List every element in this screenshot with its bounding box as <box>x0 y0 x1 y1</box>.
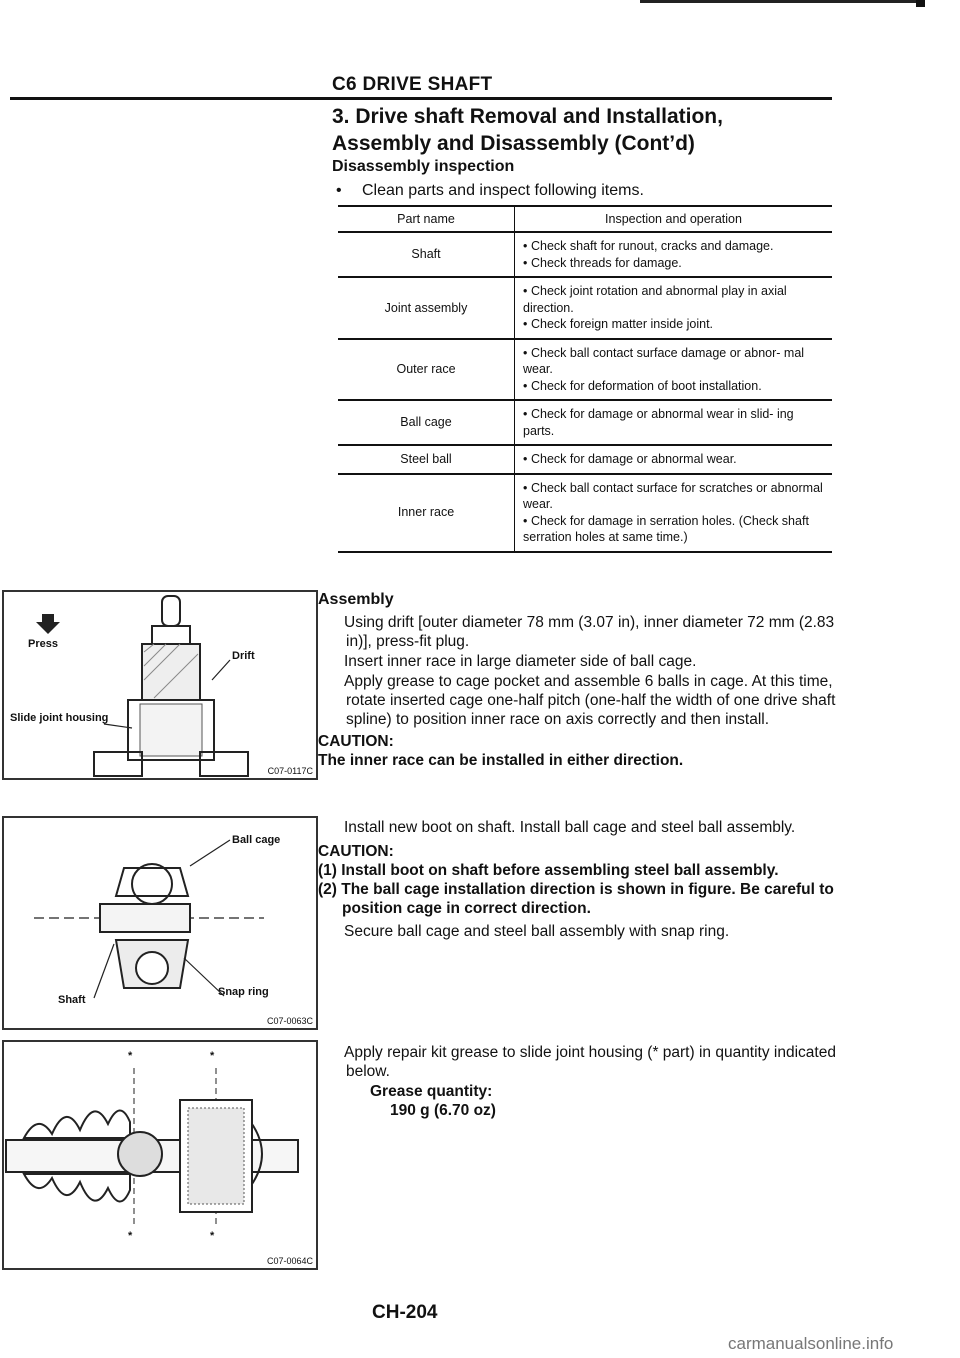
caution-text: The inner race can be installed in either direction. <box>318 752 684 769</box>
support-block-left <box>94 752 142 776</box>
label-housing: Slide joint housing <box>10 712 109 724</box>
op-item: • Check for damage or abnormal wear in slid- ing parts. <box>523 406 828 439</box>
inspection-table <box>338 205 832 553</box>
assembly-step <box>318 1043 838 1081</box>
assembly-step-text: Using drift [outer diameter 78 mm (3.07 in), inner diameter 72 mm (2.83 in)], press-fit plug. <box>344 614 835 650</box>
ops-cell <box>515 232 833 277</box>
op-item: • Check ball contact surface for scratches or abnormal wear. <box>523 480 828 513</box>
label-ball-cage: Ball cage <box>232 834 281 846</box>
disassembly-intro-text: Clean parts and inspect following items. <box>362 182 644 199</box>
part-cell: Joint assembly <box>338 277 515 339</box>
col-inspection: Inspection and operation <box>515 206 833 232</box>
assembly-heading: Assembly <box>318 591 394 608</box>
op-item: • Check ball contact surface damage or abnor- mal wear. <box>523 345 828 378</box>
figure-press-fit <box>2 590 318 780</box>
page-number: CH-204 <box>372 1302 438 1323</box>
part-cell: Shaft <box>338 232 515 277</box>
col-part-name: Part name <box>338 206 515 232</box>
assembly-step-text: Secure ball cage and steel ball assembly with snap ring. <box>344 923 730 940</box>
figure-grease-housing <box>2 1040 318 1270</box>
part-cell: Ball cage <box>338 400 515 445</box>
bullet <box>318 613 344 632</box>
caution-item: (2) The ball cage installation direction is shown in figure. Be careful to position cage in correct direction. <box>318 881 834 917</box>
label-snap-ring: Snap ring <box>218 986 269 998</box>
bullet <box>318 652 344 671</box>
page-heading <box>332 103 832 157</box>
disassembly-intro <box>336 182 644 200</box>
figure-code: C07-0117C <box>267 766 313 776</box>
grease-value: 190 g (6.70 oz) <box>390 1102 496 1119</box>
table-row <box>338 445 832 474</box>
ops-cell <box>515 400 833 445</box>
section-title: C6 DRIVE SHAFT <box>332 74 493 95</box>
press-arrow-icon <box>36 614 60 634</box>
assembly-step <box>318 672 838 729</box>
assembly-step <box>318 652 838 671</box>
part-cell: Steel ball <box>338 445 515 474</box>
assembly-step-text: Insert inner race in large diameter side of ball cage. <box>344 653 697 670</box>
assembly-step <box>318 922 838 941</box>
header-rule <box>10 97 832 100</box>
marker-star: * <box>210 1230 215 1242</box>
marker-star: * <box>128 1050 133 1062</box>
ops-cell <box>515 445 833 474</box>
grease-label: Grease quantity: <box>370 1083 493 1100</box>
leader-line <box>190 840 230 866</box>
assembly-step-text: Apply repair kit grease to slide joint housing (* part) in quantity indicated below. <box>344 1044 836 1080</box>
assembly-step-text: Apply grease to cage pocket and assemble 6 balls in cage. At this time, rotate inserted cage one-half pitch (one-half the width of one drive shaft spline) to position inner race on axis correctly and then install. <box>344 673 836 728</box>
shaft <box>100 904 190 932</box>
op-item: • Check for damage or abnormal wear. <box>523 451 828 468</box>
op-item: • Check for damage in serration holes. (Check shaft serration holes at same time.) <box>523 513 828 546</box>
part-cell: Outer race <box>338 339 515 401</box>
leader-line <box>212 660 230 680</box>
boot-lower <box>24 1174 130 1202</box>
part-cell: Inner race <box>338 474 515 552</box>
top-edge-mark <box>916 0 925 7</box>
caution-item: (1) Install boot on shaft before assembling steel ball assembly. <box>318 862 779 879</box>
steel-ball <box>132 864 172 904</box>
table-row <box>338 474 832 552</box>
figure-ball-cage <box>2 816 318 1030</box>
marker-star: * <box>210 1050 215 1062</box>
page-heading-line2: Assembly and Disassembly (Cont’d) <box>332 132 695 155</box>
ball-cage-illustration <box>4 818 316 1028</box>
ops-cell <box>515 277 833 339</box>
watermark: carmanualsonline.info <box>728 1334 894 1353</box>
figure-code: C07-0063C <box>266 1016 313 1026</box>
label-drift: Drift <box>232 650 255 662</box>
op-item: • Check for deformation of boot installation. <box>523 378 828 395</box>
ops-cell <box>515 339 833 401</box>
top-edge-line <box>640 0 925 3</box>
housing-bore <box>140 704 202 756</box>
caution-label: CAUTION: <box>318 733 394 750</box>
bullet <box>318 672 344 691</box>
bullet <box>318 922 344 941</box>
assembly-step <box>318 613 838 651</box>
ops-cell <box>515 474 833 552</box>
assembly-step-text: Install new boot on shaft. Install ball cage and steel ball assembly. <box>344 819 796 836</box>
press-ram <box>162 596 180 626</box>
bullet <box>318 1043 344 1062</box>
op-item: • Check foreign matter inside joint. <box>523 316 828 333</box>
op-item: • Check shaft for runout, cracks and damage. <box>523 238 828 255</box>
joint-ball <box>118 1132 162 1176</box>
press-ram-neck <box>152 626 190 644</box>
boot-section <box>318 818 838 942</box>
table-row <box>338 277 832 339</box>
table-row <box>338 400 832 445</box>
support-block-right <box>200 752 248 776</box>
grease-section <box>318 1043 838 1120</box>
table-header-row <box>338 206 832 232</box>
bullet <box>318 818 344 837</box>
table-row <box>338 232 832 277</box>
disassembly-subhead: Disassembly inspection <box>332 158 515 175</box>
table-row <box>338 339 832 401</box>
boot-upper <box>24 1110 130 1138</box>
grease-housing-illustration <box>4 1042 316 1268</box>
steel-ball-lower <box>136 952 168 984</box>
press-fit-illustration <box>4 592 316 778</box>
caution-label: CAUTION: <box>318 843 394 860</box>
figure-code: C07-0064C <box>266 1256 313 1266</box>
op-item: • Check joint rotation and abnormal play in axial direction. <box>523 283 828 316</box>
op-item: • Check threads for damage. <box>523 255 828 272</box>
label-shaft: Shaft <box>58 994 86 1006</box>
assembly-step <box>318 818 838 837</box>
page-heading-line1: 3. Drive shaft Removal and Installation, <box>332 105 723 128</box>
label-press: Press <box>28 638 58 650</box>
marker-star: * <box>128 1230 133 1242</box>
assembly-section <box>318 590 838 770</box>
grease-zone <box>188 1108 244 1204</box>
bullet: • <box>336 182 342 199</box>
leader-line <box>94 944 114 998</box>
